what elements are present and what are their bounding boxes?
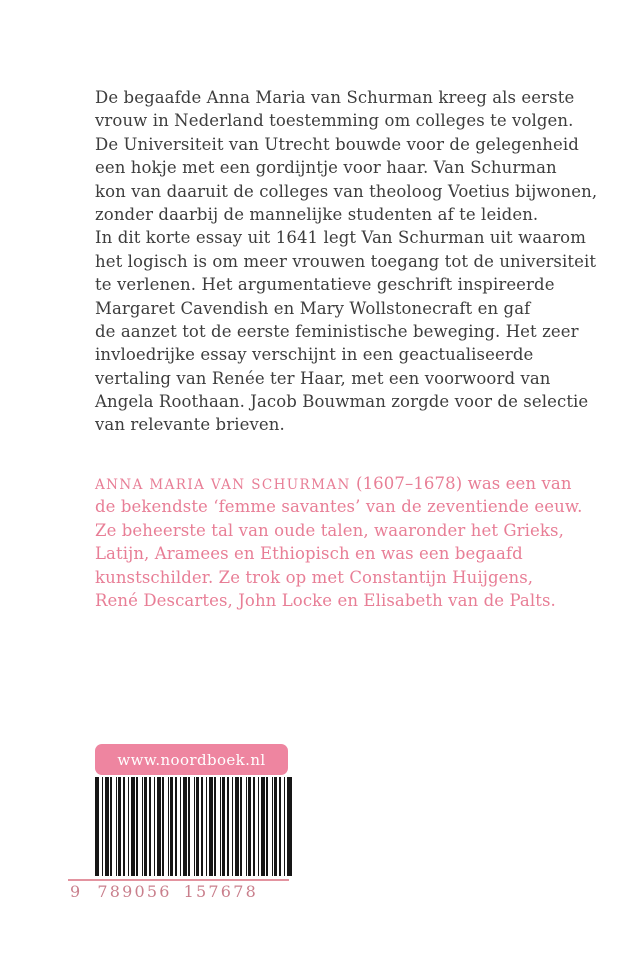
isbn-digit-group: 157678 — [183, 882, 258, 901]
author-bio-first-line — [95, 472, 582, 495]
barcode — [95, 777, 292, 876]
text-line: De begaafde Anna Maria van Schurman kreeg als eerste — [95, 88, 575, 107]
text-line: invloedrijke essay verschijnt in een geactualiseerde — [95, 345, 534, 365]
text-line: kunstschilder. Ze trok op met Constantijn Huijgens, — [95, 567, 534, 587]
author-bio-first-line-rest: (1607–1678) was een van — [350, 474, 572, 493]
text-line: de aanzet tot de eerste feministische beweging. Het zeer — [95, 321, 579, 341]
isbn-number — [70, 881, 290, 902]
text-line: het logisch is om meer vrouwen toegang tot de universiteit — [95, 251, 597, 271]
author-name-smallcaps: ANNA MARIA VAN SCHURMAN — [95, 477, 351, 493]
text-line: Latijn, Aramees en Ethiopisch en was een begaafd — [95, 544, 523, 564]
text-line: kon van daaruit de colleges van theoloog Voetius bijwonen, — [95, 181, 598, 201]
text-line: zonder daarbij de mannelijke studenten af te leiden. — [95, 204, 539, 224]
text-line: Margaret Cavendish en Mary Wollstonecraft en gaf — [95, 298, 531, 318]
text-line: In dit korte essay uit 1641 legt Van Schurman uit waarom — [95, 228, 586, 248]
text-line: van relevante brieven. — [95, 415, 285, 435]
text-line: vrouw in Nederland toestemming om colleges te volgen. — [95, 111, 574, 131]
text-line: de bekendste ‘femme savantes’ van de zeventiende eeuw. — [95, 497, 583, 517]
author-bio-lines — [95, 495, 582, 612]
text-line: Ze beheerste tal van oude talen, waaronder het Grieks, — [95, 520, 564, 540]
isbn-digit-group: 9 — [70, 882, 83, 901]
author-bio-paragraph — [95, 472, 582, 612]
text-line: een hokje met een gordijntje voor haar. Van Schurman — [95, 158, 557, 178]
text-line: vertaling van Renée ter Haar, met een voorwoord van — [95, 368, 551, 388]
text-line: De Universiteit van Utrecht bouwde voor de gelegenheid — [95, 134, 579, 154]
publisher-url-tab — [95, 744, 288, 775]
text-line: te verlenen. Het argumentatieve geschrift inspireerde — [95, 275, 555, 295]
text-line: René Descartes, John Locke en Elisabeth van de Palts. — [95, 590, 556, 610]
text-line: Angela Roothaan. Jacob Bouwman zorgde voor de selectie — [95, 392, 589, 412]
isbn-digit-group: 789056 — [97, 882, 172, 901]
synopsis-paragraph — [95, 86, 597, 437]
publisher-url-label: www.noordboek.nl — [117, 750, 266, 769]
